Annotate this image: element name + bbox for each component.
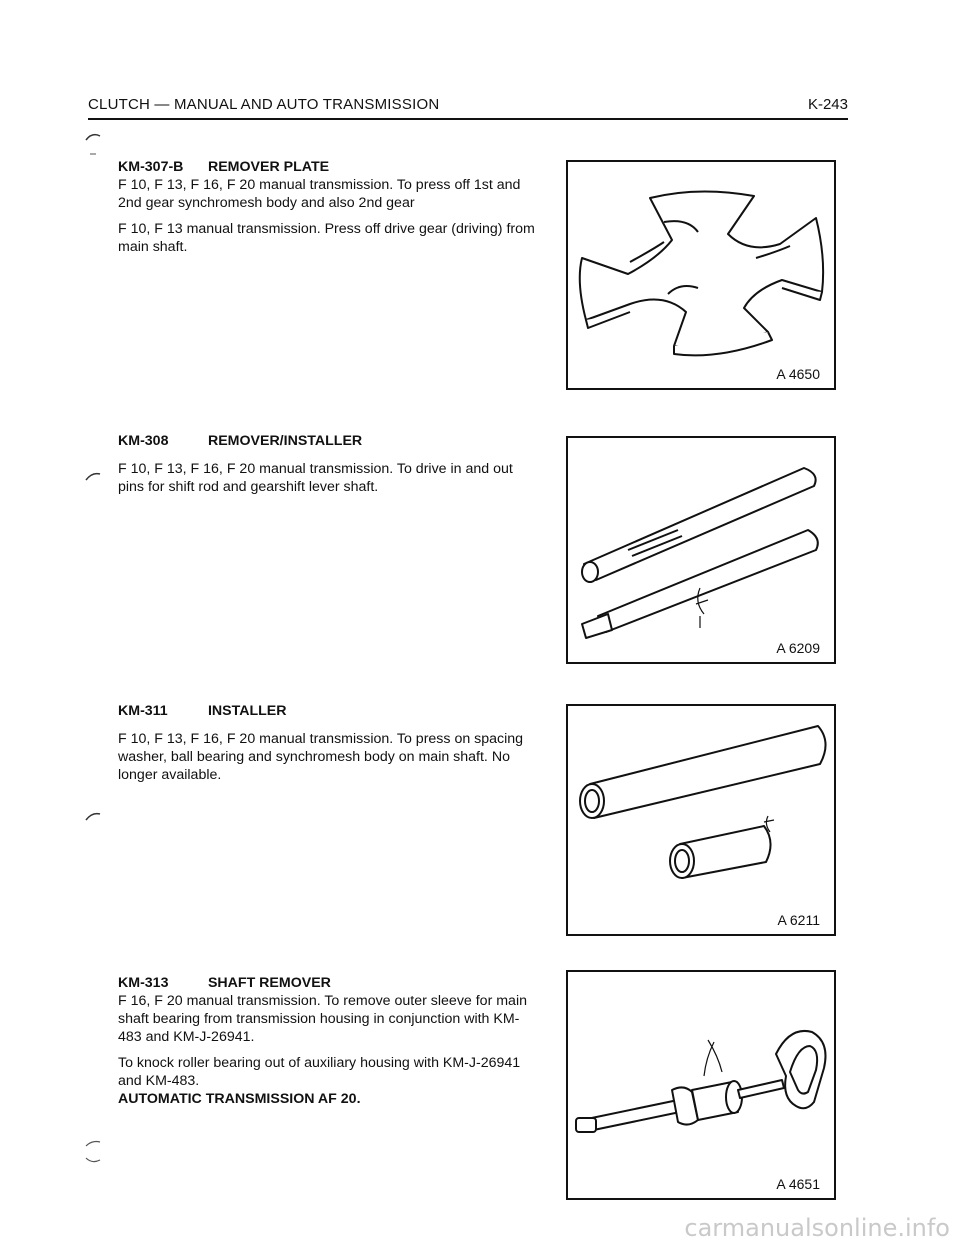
figure-remover-plate: [566, 160, 836, 390]
tool-heading: [118, 974, 538, 992]
tool-code: KM-313: [118, 975, 169, 991]
tool-name: REMOVER PLATE: [207, 159, 330, 175]
tool-name: SHAFT REMOVER: [207, 975, 331, 991]
tool-description: F 10, F 13, F 16, F 20 manual transmission. To press on spacing washer, ball bearing and synchromesh body on main shaft. No longer available.: [118, 731, 524, 783]
figure-label: A 4651: [776, 1176, 820, 1192]
scan-mark: [84, 466, 104, 486]
tool-description: To knock roller bearing out of auxiliary housing with KM-J-26941 and KM-483.: [118, 1055, 521, 1089]
watermark: carmanualsonline.info: [684, 1214, 950, 1242]
page-number: K-243: [807, 96, 848, 113]
section-title: CLUTCH — MANUAL AND AUTO TRANSMISSION: [88, 96, 440, 113]
figure-label: A 4650: [776, 366, 820, 382]
tool-description: F 10, F 13, F 16, F 20 manual transmission. To drive in and out pins for shift rod and gearshift lever shaft.: [118, 461, 513, 495]
tool-entry: [118, 974, 538, 1108]
scan-mark: [84, 806, 104, 826]
figure-shaft-remover: [566, 970, 836, 1200]
tool-heading: [118, 432, 538, 450]
tool-description: F 16, F 20 manual transmission. To remove outer sleeve for main shaft bearing from transmission housing in conjunction with KM-483 and KM-J-26941.: [118, 993, 527, 1045]
tool-description: F 10, F 13 manual transmission. Press off drive gear (driving) from main shaft.: [118, 221, 535, 255]
figure-installer: [566, 704, 836, 936]
figure-remover-installer: [566, 436, 836, 664]
tool-heading: [118, 702, 538, 720]
tool-heading: [118, 158, 538, 176]
remover-plate-illustration: [568, 162, 834, 388]
tool-name: REMOVER/INSTALLER: [207, 433, 363, 449]
transmission-note: AUTOMATIC TRANSMISSION AF 20.: [118, 1091, 361, 1107]
scan-mark: [84, 1136, 104, 1166]
shaft-remover-illustration: [568, 972, 834, 1198]
tool-entry: [118, 702, 538, 792]
installer-illustration: [568, 706, 834, 934]
tool-entry: [118, 432, 538, 504]
figure-label: A 6211: [777, 912, 820, 928]
figure-label: A 6209: [776, 640, 820, 656]
scan-mark: [84, 128, 104, 158]
tool-code: KM-311: [118, 703, 168, 719]
tool-code: KM-308: [118, 433, 169, 449]
tool-name: INSTALLER: [207, 703, 287, 719]
tool-entry: [118, 158, 538, 264]
page-header: [88, 94, 848, 120]
remover-installer-illustration: [568, 438, 834, 662]
tool-description: F 10, F 13, F 16, F 20 manual transmission. To press off 1st and 2nd gear synchromesh body and also 2nd gear: [118, 177, 521, 211]
tool-code: KM-307-B: [118, 159, 184, 175]
